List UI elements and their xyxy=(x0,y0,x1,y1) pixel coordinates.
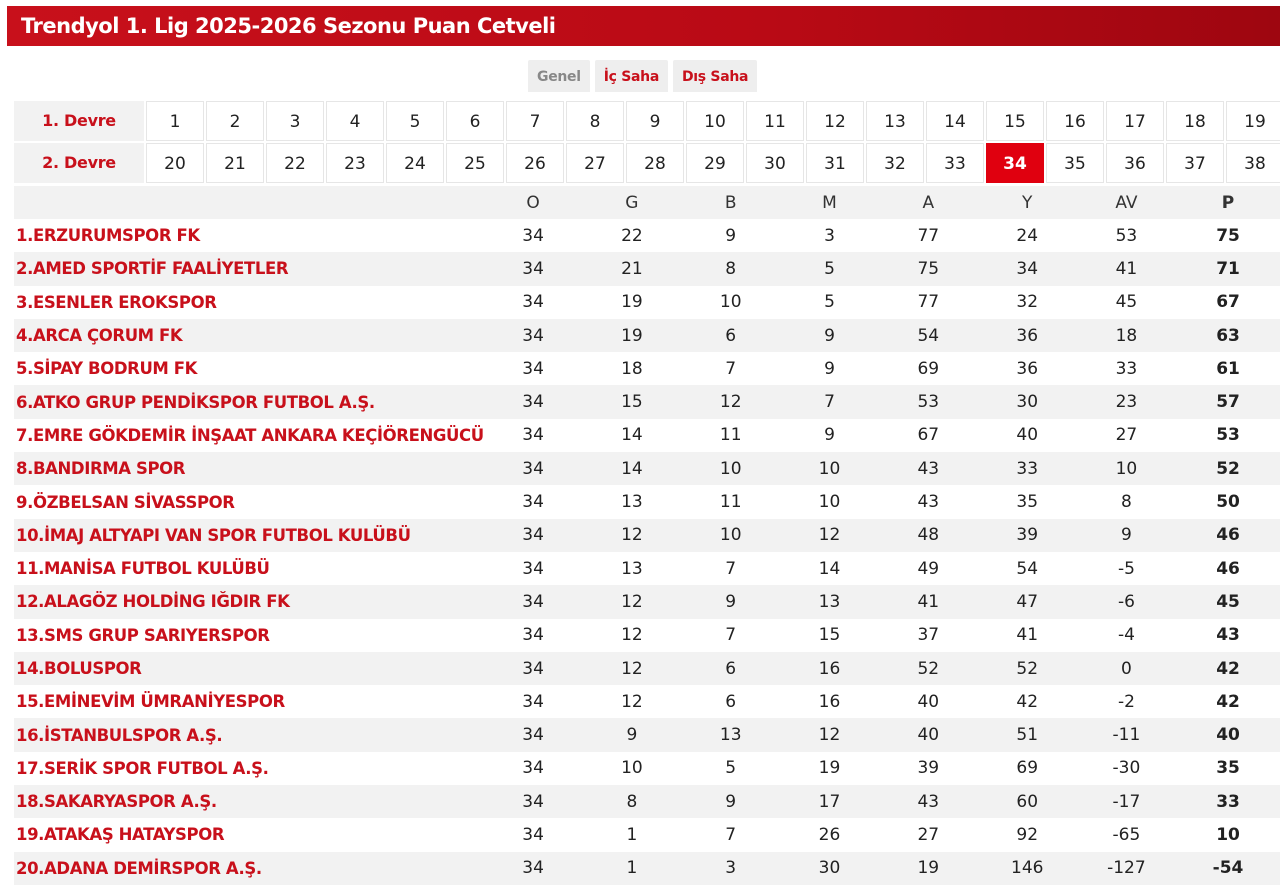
stat-p: 71 xyxy=(1176,252,1280,285)
table-row xyxy=(14,585,1280,618)
stat-p: 63 xyxy=(1176,319,1280,352)
stat-av: -5 xyxy=(1077,552,1176,585)
week-7-button[interactable]: 7 xyxy=(506,101,564,141)
team-name-link[interactable]: 14.BOLUSPOR xyxy=(14,652,484,685)
stat-p: 40 xyxy=(1176,718,1280,751)
stat-b: 7 xyxy=(681,552,780,585)
col-header-y: Y xyxy=(978,186,1077,219)
stat-b: 11 xyxy=(681,485,780,518)
stat-av: 8 xyxy=(1077,485,1176,518)
team-name-link[interactable]: 16.İSTANBULSPOR A.Ş. xyxy=(14,718,484,751)
stat-p: 42 xyxy=(1176,685,1280,718)
stat-av: 45 xyxy=(1077,286,1176,319)
stat-b: 10 xyxy=(681,286,780,319)
stat-y: 33 xyxy=(978,452,1077,485)
stat-y: 34 xyxy=(978,252,1077,285)
stat-m: 7 xyxy=(780,385,879,418)
stat-g: 15 xyxy=(583,385,682,418)
week-18-button[interactable]: 18 xyxy=(1166,101,1224,141)
stat-b: 10 xyxy=(681,519,780,552)
stat-a: 48 xyxy=(879,519,978,552)
stat-m: 9 xyxy=(780,419,879,452)
stat-a: 39 xyxy=(879,752,978,785)
stat-p: 52 xyxy=(1176,452,1280,485)
stat-o: 34 xyxy=(484,652,583,685)
stat-a: 52 xyxy=(879,652,978,685)
stat-m: 15 xyxy=(780,619,879,652)
team-name-link[interactable]: 8.BANDIRMA SPOR xyxy=(14,452,484,485)
team-name-link[interactable]: 4.ARCA ÇORUM FK xyxy=(14,319,484,352)
stat-p: 75 xyxy=(1176,219,1280,252)
stat-m: 13 xyxy=(780,585,879,618)
stat-y: 52 xyxy=(978,652,1077,685)
team-name-link[interactable]: 18.SAKARYASPOR A.Ş. xyxy=(14,785,484,818)
first-half-row xyxy=(14,101,1280,143)
week-6-button[interactable]: 6 xyxy=(446,101,504,141)
stat-a: 49 xyxy=(879,552,978,585)
table-row xyxy=(14,519,1280,552)
week-5-button[interactable]: 5 xyxy=(386,101,444,141)
stat-av: 10 xyxy=(1077,452,1176,485)
stat-g: 1 xyxy=(583,818,682,851)
team-name-link[interactable]: 9.ÖZBELSAN SİVASSPOR xyxy=(14,485,484,518)
stat-o: 34 xyxy=(484,519,583,552)
second-half-row xyxy=(14,143,1280,185)
week-12-button[interactable]: 12 xyxy=(806,101,864,141)
stat-av: 18 xyxy=(1077,319,1176,352)
stat-o: 34 xyxy=(484,718,583,751)
week-35-button[interactable]: 35 xyxy=(1046,143,1104,183)
team-header xyxy=(14,186,484,219)
stat-g: 12 xyxy=(583,652,682,685)
stat-av: -17 xyxy=(1077,785,1176,818)
stat-p: 57 xyxy=(1176,385,1280,418)
stat-p: -54 xyxy=(1176,852,1280,885)
stat-y: 36 xyxy=(978,319,1077,352)
stat-a: 67 xyxy=(879,419,978,452)
stat-g: 13 xyxy=(583,552,682,585)
table-row xyxy=(14,752,1280,785)
week-9-button[interactable]: 9 xyxy=(626,101,684,141)
team-name-link[interactable]: 12.ALAGÖZ HOLDİNG IĞDIR FK xyxy=(14,585,484,618)
table-row xyxy=(14,286,1280,319)
stat-g: 12 xyxy=(583,519,682,552)
stat-m: 16 xyxy=(780,652,879,685)
stat-av: -6 xyxy=(1077,585,1176,618)
table-row xyxy=(14,619,1280,652)
table-row xyxy=(14,385,1280,418)
stat-b: 13 xyxy=(681,718,780,751)
stat-y: 54 xyxy=(978,552,1077,585)
table-row xyxy=(14,552,1280,585)
week-15-button[interactable]: 15 xyxy=(986,101,1044,141)
stat-y: 32 xyxy=(978,286,1077,319)
week-27-button[interactable]: 27 xyxy=(566,143,624,183)
team-name-link[interactable]: 11.MANİSA FUTBOL KULÜBÜ xyxy=(14,552,484,585)
stat-y: 35 xyxy=(978,485,1077,518)
team-name-link[interactable]: 15.EMİNEVİM ÜMRANİYESPOR xyxy=(14,685,484,718)
view-tabs xyxy=(528,60,762,92)
stat-av: 27 xyxy=(1077,419,1176,452)
table-row xyxy=(14,818,1280,851)
week-26-button[interactable]: 26 xyxy=(506,143,564,183)
stat-p: 43 xyxy=(1176,619,1280,652)
stat-g: 12 xyxy=(583,685,682,718)
stat-av: 33 xyxy=(1077,352,1176,385)
stat-m: 19 xyxy=(780,752,879,785)
stat-m: 12 xyxy=(780,718,879,751)
stat-a: 54 xyxy=(879,319,978,352)
stat-m: 14 xyxy=(780,552,879,585)
stat-a: 69 xyxy=(879,352,978,385)
col-header-g: G xyxy=(583,186,682,219)
week-selector xyxy=(14,101,1280,185)
stat-y: 69 xyxy=(978,752,1077,785)
stat-a: 43 xyxy=(879,785,978,818)
stat-av: -65 xyxy=(1077,818,1176,851)
stat-y: 42 xyxy=(978,685,1077,718)
stat-b: 10 xyxy=(681,452,780,485)
stat-m: 9 xyxy=(780,352,879,385)
team-name-link[interactable]: 5.SİPAY BODRUM FK xyxy=(14,352,484,385)
stat-a: 43 xyxy=(879,485,978,518)
table-row xyxy=(14,252,1280,285)
table-row xyxy=(14,652,1280,685)
stat-b: 5 xyxy=(681,752,780,785)
stat-a: 40 xyxy=(879,718,978,751)
stat-m: 10 xyxy=(780,485,879,518)
week-10-button[interactable]: 10 xyxy=(686,101,744,141)
stat-g: 19 xyxy=(583,319,682,352)
week-25-button[interactable]: 25 xyxy=(446,143,504,183)
stat-m: 26 xyxy=(780,818,879,851)
stat-av: 41 xyxy=(1077,252,1176,285)
stat-o: 34 xyxy=(484,818,583,851)
stat-o: 34 xyxy=(484,485,583,518)
stat-m: 9 xyxy=(780,319,879,352)
week-14-button[interactable]: 14 xyxy=(926,101,984,141)
stat-o: 34 xyxy=(484,619,583,652)
table-row xyxy=(14,319,1280,352)
stat-g: 13 xyxy=(583,485,682,518)
stat-o: 34 xyxy=(484,385,583,418)
stat-o: 34 xyxy=(484,352,583,385)
stat-m: 10 xyxy=(780,452,879,485)
stat-b: 7 xyxy=(681,352,780,385)
stat-o: 34 xyxy=(484,852,583,885)
week-36-button[interactable]: 36 xyxy=(1106,143,1164,183)
second-half-label: 2. Devre xyxy=(14,143,144,183)
week-32-button[interactable]: 32 xyxy=(866,143,924,183)
stat-g: 12 xyxy=(583,619,682,652)
table-row xyxy=(14,485,1280,518)
col-header-a: A xyxy=(879,186,978,219)
week-4-button[interactable]: 4 xyxy=(326,101,384,141)
stat-o: 34 xyxy=(484,319,583,352)
team-name-link[interactable]: 1.ERZURUMSPOR FK xyxy=(14,219,484,252)
week-13-button[interactable]: 13 xyxy=(866,101,924,141)
team-name-link[interactable]: 17.SERİK SPOR FUTBOL A.Ş. xyxy=(14,752,484,785)
stat-m: 12 xyxy=(780,519,879,552)
stat-b: 8 xyxy=(681,252,780,285)
team-name-link[interactable]: 13.SMS GRUP SARIYERSPOR xyxy=(14,619,484,652)
week-31-button[interactable]: 31 xyxy=(806,143,864,183)
table-row xyxy=(14,718,1280,751)
stat-m: 16 xyxy=(780,685,879,718)
stat-g: 9 xyxy=(583,718,682,751)
stat-y: 47 xyxy=(978,585,1077,618)
team-name-link[interactable]: 7.EMRE GÖKDEMİR İNŞAAT ANKARA KEÇİÖRENGÜCÜ xyxy=(14,419,484,452)
stat-p: 53 xyxy=(1176,419,1280,452)
week-11-button[interactable]: 11 xyxy=(746,101,804,141)
stat-b: 9 xyxy=(681,585,780,618)
stat-a: 40 xyxy=(879,685,978,718)
first-half-label: 1. Devre xyxy=(14,101,144,141)
stat-av: -127 xyxy=(1077,852,1176,885)
stat-a: 37 xyxy=(879,619,978,652)
stat-p: 10 xyxy=(1176,818,1280,851)
tab-away[interactable]: Dış Saha xyxy=(673,60,757,92)
stat-y: 30 xyxy=(978,385,1077,418)
week-17-button[interactable]: 17 xyxy=(1106,101,1164,141)
stat-a: 41 xyxy=(879,585,978,618)
col-header-av: AV xyxy=(1077,186,1176,219)
stat-b: 7 xyxy=(681,619,780,652)
stat-g: 10 xyxy=(583,752,682,785)
stat-m: 5 xyxy=(780,286,879,319)
table-row xyxy=(14,452,1280,485)
team-name-link[interactable]: 3.ESENLER EROKSPOR xyxy=(14,286,484,319)
week-38-button[interactable]: 38 xyxy=(1226,143,1280,183)
stat-o: 34 xyxy=(484,552,583,585)
tab-general[interactable]: Genel xyxy=(528,60,590,92)
stat-p: 46 xyxy=(1176,552,1280,585)
stat-a: 27 xyxy=(879,818,978,851)
stat-av: 23 xyxy=(1077,385,1176,418)
stat-av: 0 xyxy=(1077,652,1176,685)
stat-a: 43 xyxy=(879,452,978,485)
stat-p: 67 xyxy=(1176,286,1280,319)
week-23-button[interactable]: 23 xyxy=(326,143,384,183)
week-29-button[interactable]: 29 xyxy=(686,143,744,183)
stat-y: 39 xyxy=(978,519,1077,552)
stat-o: 34 xyxy=(484,685,583,718)
tab-home[interactable]: İç Saha xyxy=(595,60,668,92)
stat-b: 11 xyxy=(681,419,780,452)
stat-g: 14 xyxy=(583,452,682,485)
week-8-button[interactable]: 8 xyxy=(566,101,624,141)
stat-av: -30 xyxy=(1077,752,1176,785)
stat-g: 19 xyxy=(583,286,682,319)
stat-b: 9 xyxy=(681,219,780,252)
week-19-button[interactable]: 19 xyxy=(1226,101,1280,141)
stat-y: 92 xyxy=(978,818,1077,851)
table-row xyxy=(14,219,1280,252)
week-21-button[interactable]: 21 xyxy=(206,143,264,183)
stat-b: 9 xyxy=(681,785,780,818)
table-row xyxy=(14,419,1280,452)
week-2-button[interactable]: 2 xyxy=(206,101,264,141)
stat-g: 1 xyxy=(583,852,682,885)
week-22-button[interactable]: 22 xyxy=(266,143,324,183)
week-37-button[interactable]: 37 xyxy=(1166,143,1224,183)
stat-p: 35 xyxy=(1176,752,1280,785)
week-34-button[interactable]: 34 xyxy=(986,143,1044,183)
table-row xyxy=(14,685,1280,718)
stat-p: 42 xyxy=(1176,652,1280,685)
stat-o: 34 xyxy=(484,585,583,618)
stat-p: 45 xyxy=(1176,585,1280,618)
stat-g: 12 xyxy=(583,585,682,618)
stat-b: 6 xyxy=(681,685,780,718)
stat-y: 36 xyxy=(978,352,1077,385)
stat-b: 3 xyxy=(681,852,780,885)
team-name-link[interactable]: 2.AMED SPORTİF FAALİYETLER xyxy=(14,252,484,285)
team-name-link[interactable]: 20.ADANA DEMİRSPOR A.Ş. xyxy=(14,852,484,885)
stat-m: 3 xyxy=(780,219,879,252)
week-16-button[interactable]: 16 xyxy=(1046,101,1104,141)
table-row xyxy=(14,785,1280,818)
stat-b: 6 xyxy=(681,652,780,685)
table-row xyxy=(14,852,1280,885)
col-header-o: O xyxy=(484,186,583,219)
stat-p: 46 xyxy=(1176,519,1280,552)
stat-g: 18 xyxy=(583,352,682,385)
week-20-button[interactable]: 20 xyxy=(146,143,204,183)
stat-o: 34 xyxy=(484,252,583,285)
team-name-link[interactable]: 10.İMAJ ALTYAPI VAN SPOR FUTBOL KULÜBÜ xyxy=(14,519,484,552)
stat-y: 24 xyxy=(978,219,1077,252)
week-24-button[interactable]: 24 xyxy=(386,143,444,183)
col-header-m: M xyxy=(780,186,879,219)
stat-b: 7 xyxy=(681,818,780,851)
stat-av: -4 xyxy=(1077,619,1176,652)
stat-av: 53 xyxy=(1077,219,1176,252)
stat-av: 9 xyxy=(1077,519,1176,552)
stat-a: 77 xyxy=(879,286,978,319)
col-header-p: P xyxy=(1176,186,1280,219)
stat-b: 6 xyxy=(681,319,780,352)
stat-g: 14 xyxy=(583,419,682,452)
stat-y: 60 xyxy=(978,785,1077,818)
week-33-button[interactable]: 33 xyxy=(926,143,984,183)
standings-table xyxy=(14,186,1280,885)
stat-m: 30 xyxy=(780,852,879,885)
stat-g: 8 xyxy=(583,785,682,818)
stat-g: 21 xyxy=(583,252,682,285)
stat-o: 34 xyxy=(484,752,583,785)
week-1-button[interactable]: 1 xyxy=(146,101,204,141)
col-header-b: B xyxy=(681,186,780,219)
stat-p: 50 xyxy=(1176,485,1280,518)
stat-y: 146 xyxy=(978,852,1077,885)
stat-a: 75 xyxy=(879,252,978,285)
stat-m: 5 xyxy=(780,252,879,285)
stat-a: 53 xyxy=(879,385,978,418)
stat-av: -11 xyxy=(1077,718,1176,751)
table-row xyxy=(14,352,1280,385)
stat-y: 41 xyxy=(978,619,1077,652)
stat-p: 61 xyxy=(1176,352,1280,385)
team-name-link[interactable]: 6.ATKO GRUP PENDİKSPOR FUTBOL A.Ş. xyxy=(14,385,484,418)
stat-av: -2 xyxy=(1077,685,1176,718)
stat-m: 17 xyxy=(780,785,879,818)
stat-g: 22 xyxy=(583,219,682,252)
stat-a: 19 xyxy=(879,852,978,885)
stat-o: 34 xyxy=(484,785,583,818)
stat-y: 40 xyxy=(978,419,1077,452)
week-28-button[interactable]: 28 xyxy=(626,143,684,183)
stat-b: 12 xyxy=(681,385,780,418)
stat-a: 77 xyxy=(879,219,978,252)
stat-o: 34 xyxy=(484,452,583,485)
stat-o: 34 xyxy=(484,219,583,252)
table-header-row xyxy=(14,186,1280,219)
team-name-link[interactable]: 19.ATAKAŞ HATAYSPOR xyxy=(14,818,484,851)
stat-p: 33 xyxy=(1176,785,1280,818)
stat-y: 51 xyxy=(978,718,1077,751)
week-30-button[interactable]: 30 xyxy=(746,143,804,183)
page-title: Trendyol 1. Lig 2025-2026 Sezonu Puan Cetveli xyxy=(7,6,1280,46)
week-3-button[interactable]: 3 xyxy=(266,101,324,141)
stat-o: 34 xyxy=(484,419,583,452)
stat-o: 34 xyxy=(484,286,583,319)
